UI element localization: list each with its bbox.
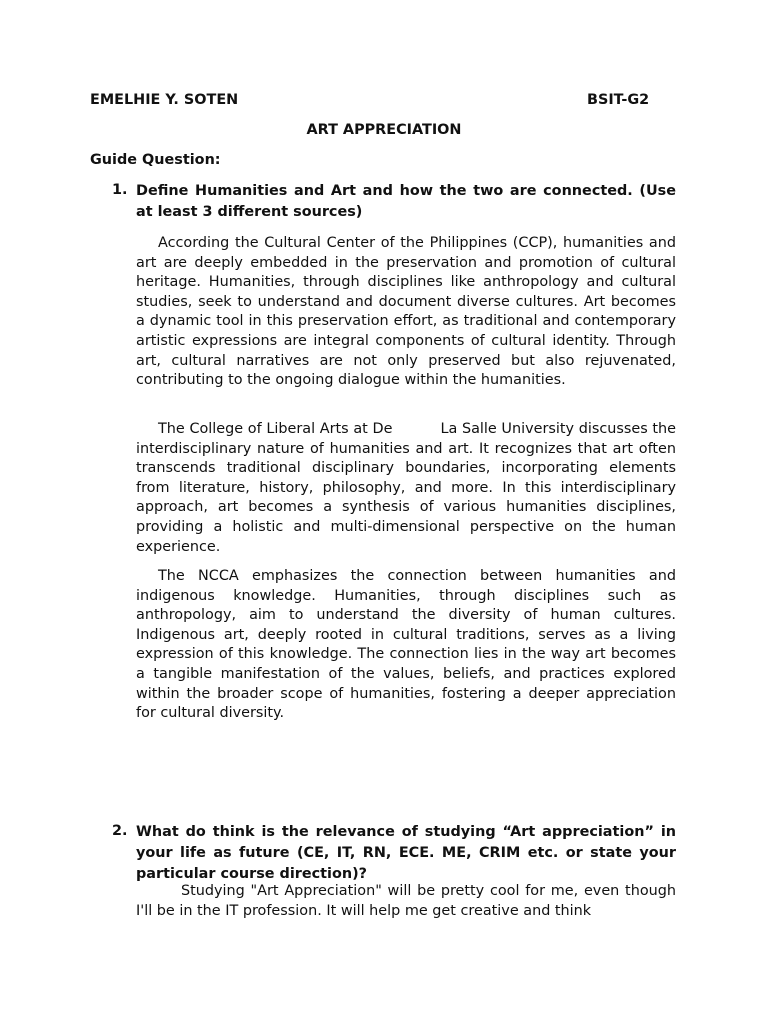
answer-1-paragraph-3: The NCCA emphasizes the connection between humanities and indigenous knowledge. Humanities, through disciplines such as anthropology, aim to understand the diversity of human cultures. Indigenous art, deeply rooted in cultural traditions, serves as a living expression of this knowledge. The connection lies in the way art becomes a tangible manifestation of the values, beliefs, and practices explored within the broader scope of humanities, fostering a deeper appreciation for cultural diversity. [136,568,676,722]
answer-2-paragraph-1: Studying "Art Appreciation" will be pretty cool for me, even though I'll be in the IT profession. It will help me get creative and think [136,883,676,919]
question-2-text: What do think is the relevance of studying “Art appreciation” in your life as future (CE, IT, RN, ECE. ME, CRIM etc. or state your particular course direction)? [136,824,676,882]
paragraph-2-start: The College of Liberal Arts at De [158,421,393,437]
question-1-text: Define Humanities and Art and how the two are connected. (Use at least 3 different sources) [136,183,676,220]
section-code: BSIT-G2 [587,92,650,108]
question-1-number: 1. [112,182,128,198]
document-title: ART APPRECIATION [306,122,462,138]
question-2-number: 2. [112,823,128,839]
answer-1-paragraph-1: According the Cultural Center of the Philippines (CCP), humanities and art are deeply embedded in the preservation and promotion of cultural heritage. Humanities, through disciplines like anthropology and cultural studies, seek to understand and document diverse cultures. Art becomes a dynamic tool in this preservation effort, as traditional and contemporary artistic expressions are integral components of cultural identity. Through art, cultural narratives are not only preserved but also rejuvenated, contributing to the ongoing dialogue within the humanities. [136,235,676,389]
paragraph-2-rest: La Salle University discusses the interdisciplinary nature of humanities and art. It recognizes that art often transcends traditional disciplinary boundaries, incorporating elements from literature, history, philosophy, and more. In this interdisciplinary approach, art becomes a synthesis of various humanities disciplines, providing a holistic and multi-dimensional perspective on the human experience. [136,421,677,555]
guide-question-label: Guide Question: [90,152,221,168]
answer-1-paragraph-2 [136,420,676,557]
student-name: EMELHIE Y. SOTEN [90,92,239,108]
